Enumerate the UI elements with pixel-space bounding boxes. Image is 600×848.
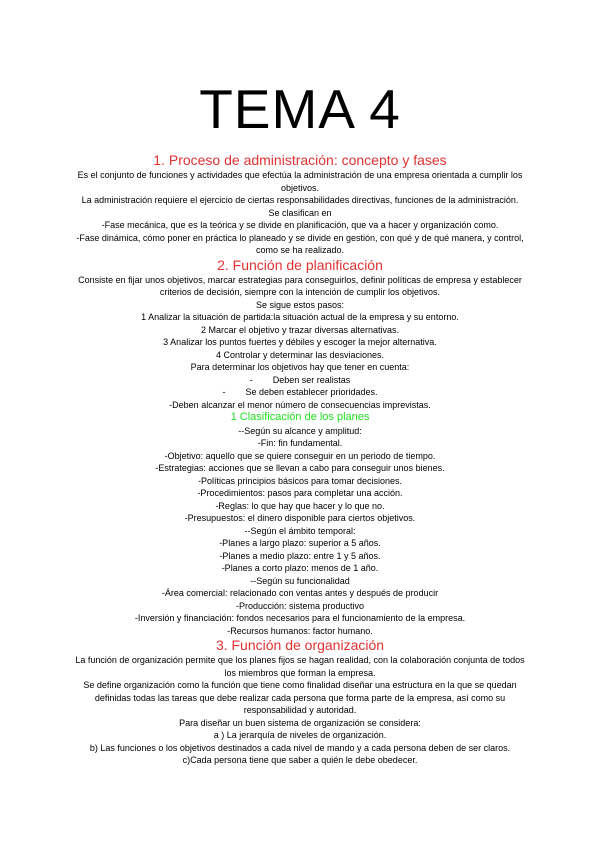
text-line: --Según su funcionalidad [250,575,350,586]
section-heading: 2. Función de planificación [217,256,383,273]
text-line: Para diseñar un buen sistema de organización se considera: [179,717,421,728]
text-line: -Estrategias: acciones que se llevan a cabo para conseguir unos bienes. [155,463,445,473]
text-line: 3 Analizar los puntos fuertes y débiles y escoger la mejor alternativa. [163,337,437,347]
text-line: responsabilidad y autoridad. [243,705,357,715]
text-line: -Procedimientos: pasos para completar una acción. [197,488,403,498]
text-line: Para determinar los objetivos hay que tener en cuenta: [190,362,410,372]
text-line: -Área comercial: relacionado con ventas antes y después de producir [161,588,439,598]
text-line: -Planes a corto plazo: menos de 1 año. [221,563,379,573]
text-line: -Fase dinámica, cómo poner en práctica lo planeado y se divide en gestión, con qué y de qué manera, y control, [76,232,524,243]
text-line: Es el conjunto de funciones y actividades que efectúa la administración de una empresa orientada a cumplir los [77,170,523,180]
section-heading: 1. Proceso de administración: concepto y fases [153,152,447,168]
text-line: - Se deben establecer prioridades. [222,387,378,397]
text-line: Se define organización como la función que tiene como finalidad diseñar una estructura en la que se quedan [83,680,517,690]
text-line: La administración requiere el ejercicio de ciertas responsabilidades directivas, funciones de la administración. [81,195,519,205]
text-line: --Según el ámbito temporal: [244,525,356,536]
text-line: -Fin: fin fundamental. [257,438,343,448]
text-line: -Reglas: lo que hay que hacer y lo que no. [215,500,385,511]
text-line: -Planes a medio plazo: entre 1 y 5 años. [219,550,381,561]
text-line: 1 Analizar la situación de partida:la situación actual de la empresa y su entorno. [141,312,459,322]
text-line: 2 Marcar el objetivo y trazar diversas alternativas. [200,324,400,335]
subsection-heading: 1 Clasificación de los planes [230,411,370,423]
text-line: los miembros que forman la empresa. [224,667,376,678]
text-line: 4 Controlar y determinar las desviaciones. [215,349,385,360]
text-line: - Deben ser realistas [249,374,351,385]
text-line: -Deben alcanzar el menor número de consecuencias imprevistas. [169,399,431,410]
text-line: Se sigue estos pasos: [255,299,345,310]
text-line: c)Cada persona tiene que saber a quién le debe obedecer. [182,755,418,765]
text-line: criterios de decisión, siempre con la intención de cumplir los objetivos. [159,287,441,297]
text-line: objetivos. [280,182,320,193]
text-line: Se clasifican en [268,207,332,218]
text-line: -Presupuestos: el dinero disponible para ciertos objetivos. [184,513,416,523]
text-line: --Según su alcance y amplitud: [238,425,362,436]
text-line: -Recursos humanos: factor humano. [227,625,373,636]
text-line: La función de organización permite que los planes fijos se hagan realidad, con la colaboración conjunta de todos [75,655,525,665]
text-line: -Planes a largo plazo: superior a 5 años. [219,538,381,548]
text-line: -Objetivo: aquello que se quiere conseguir en un periodo de tiempo. [164,450,436,461]
text-line: b) Las funciones o los objetivos destinados a cada nivel de mando y a cada persona deben de ser claros. [89,742,511,753]
text-line: -Inversión y financiación: fondos necesarios para el funcionamiento de la empresa. [134,613,466,623]
text-line: -Producción: sistema productivo [235,600,365,611]
text-line: definidas todas las tareas que debe realizar cada persona que forma parte de la empresa, así como su [94,692,506,703]
text-line: -Políticas principios básicos para tomar decisiones. [197,475,403,486]
text-line: a ) La jerarquía de niveles de organización. [213,730,387,740]
text-line: Consiste en fijar unos objetivos, marcar estrategias para conseguirlos, definir políticas de empresa y establecer [78,274,522,285]
section-heading: 3. Función de organización [215,637,385,653]
text-line: -Fase mecánica, que es la teórica y se divide en planificación, que va a hacer y organización como. [101,220,499,230]
text-line: como se ha realizado. [255,245,345,255]
document-content [60,152,540,767]
page-title: TEMA 4 [199,78,401,140]
